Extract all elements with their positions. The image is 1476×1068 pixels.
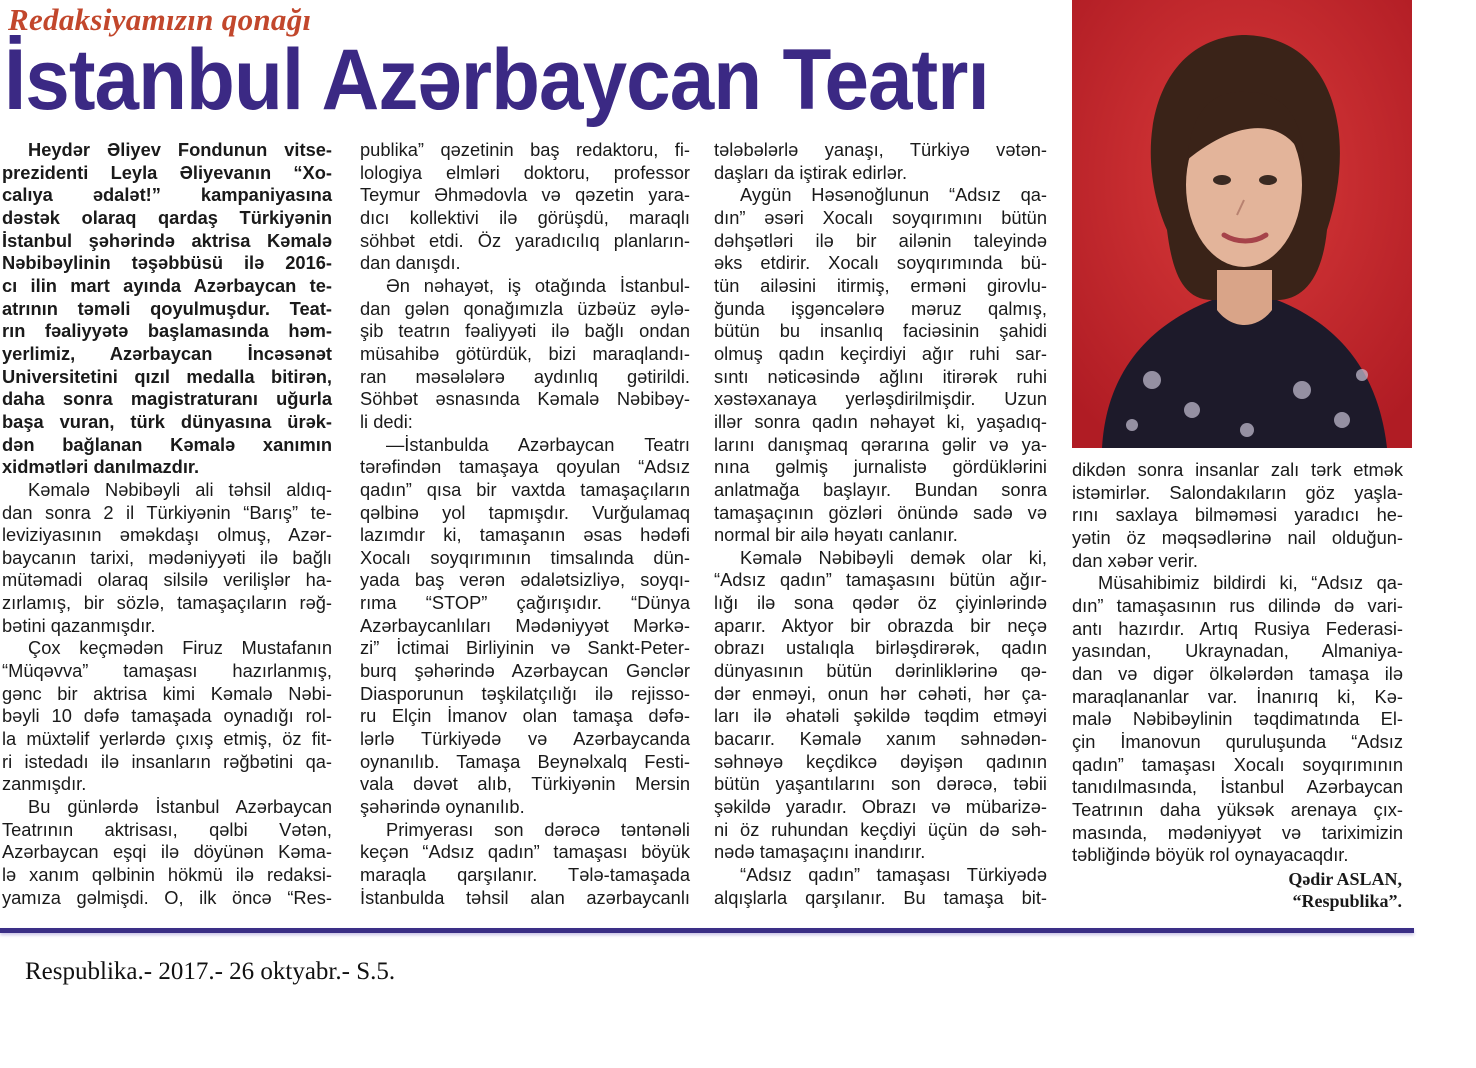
text-line: İstanbulda təhsil alan azərbaycanlı [360,886,690,908]
article-column-4 [1072,459,1403,867]
paragraph [360,139,690,275]
text-line: —İstanbulda Azərbaycan Teatrı [386,433,690,455]
text-line: Universitetini qızıl medalla bitirən, [2,365,332,387]
text-line: lologiya elmləri doktoru, professor [360,161,690,183]
text-line: dan sonra 2 il Türkiyənin “Barış” te- [2,501,332,523]
article-title: İstanbul Azərbaycan Teatrı [4,32,989,128]
text-line: aparır. Aktyor bir obrazda bir neçə [714,614,1047,636]
text-line: lazımdır ki, tamaşanın əsas hədəfi [360,524,690,546]
text-line: tərəfindən tamaşaya qoyulan “Adsız [360,456,690,478]
text-line: lığı ilə sona qədər öz çiyinlərində [714,592,1047,614]
text-line: təbliğində böyük rol oynayacaqdır. [1072,844,1349,866]
text-line: baycanın tarixi, mədəniyyəti ilə bağlı [2,546,332,568]
text-line: ğunda işgəncələrə məruz qalmış, [714,297,1047,319]
text-line: zanmışdır. [2,773,87,795]
text-line: cı ilin mart ayında Azərbaycan te- [2,274,332,296]
text-line: olmuş qadın keçirdiyi ağır ruhi sar- [714,342,1047,364]
text-line: ran məsələlərə aydınlıq gətirildi. [360,365,690,387]
text-line: publika” qəzetinin baş redaktoru, fi- [360,139,690,160]
text-line: Teatrının aktrisası, qəlbi Vətən, [2,818,332,840]
text-line: səhnəyə keçdikcə dəyişən qadının [714,750,1047,772]
paragraph [360,819,690,910]
text-line: yasından, Ukraynadan, Almaniya- [1072,640,1403,662]
text-line: Ən nəhayət, iş otağında İstanbul- [386,274,690,296]
text-line: ru Elçin İmanov olan tamaşa dəfə- [360,705,690,727]
text-line: bütün bu insanlıq faciəsinin şahidi [714,320,1047,342]
text-line: söhbət etdi. Öz yaradıcılıq planların- [360,229,690,251]
text-line: tamaşaçının gözləri önündə sadə və [714,501,1047,523]
text-line: müsahibə götürdük, bizi maraqlandı- [360,342,690,364]
text-line: maraqla qarşılanır. Tələ-tamaşada [360,864,690,885]
text-line: dıcı kollektivi ilə görüşdü, maraqlı [360,206,690,228]
paragraph [2,479,332,638]
text-line: əks etdirir. Xocalı soyqırımında bü- [714,252,1047,274]
text-line: tanıdılmasında, İstanbul Azərbaycan [1072,776,1403,798]
text-line: tələbələrlə yanaşı, Türkiyə vətən- [714,139,1047,160]
text-line: malə Nəbibəylinin təqdimatında El- [1072,708,1403,730]
text-line: ni öz ruhundan keçdiyi üçün də səh- [714,818,1047,840]
text-line: Söhbət əsnasında Kəmalə Nəbibəy- [360,388,690,410]
text-line: calıya ədalət!” kampaniyasına [2,184,332,206]
text-line: tün ailəsini itirmiş, erməni girovlu- [714,274,1047,296]
text-line: obrazı ustalıqla birləşdirərək, qadın [714,637,1047,659]
text-line: alqışlarla qarşılanır. Bu tamaşa bit- [714,886,1047,908]
text-line: gənc bir aktrisa kimi Kəmalə Nəbi- [2,682,332,704]
paragraph [714,139,1047,184]
article-column-2 [360,139,690,909]
text-line: dın” tamaşasının rus dilində də vari- [1072,594,1403,616]
text-line: “Adsız qadın” tamaşasını bütün ağır- [714,569,1047,591]
byline-author: Qədir ASLAN, [1288,869,1402,889]
text-line: “Adsız qadın” tamaşası Türkiyədə [740,864,1047,885]
text-line: daha sonra magistraturanı uğurla [2,388,332,410]
text-line: zi” İctimai Birliyinin və Sankt-Peter- [360,637,690,659]
paragraph [714,184,1047,547]
portrait-photo [1072,0,1412,448]
text-line: Xocalı soyqırımının timsalında dün- [360,546,690,568]
text-line: zırlamış, bir sözlə, tamaşaçıların rəğ- [2,592,332,614]
text-line: larını danışmaq qərarına gəlir və ya- [714,433,1047,455]
paragraph [360,275,690,434]
text-line: bəyli 10 dəfə tamaşada oynadığı rol- [2,705,332,727]
text-line: rın fəaliyyətə başlamasında həm- [2,320,332,342]
text-line: Kəmalə Nəbibəyli demək olar ki, [740,546,1047,568]
text-line: lə xanım qəlbinin hökmü ilə redaksi- [2,864,332,885]
paragraph [2,796,332,909]
text-line: şib teatrın fəaliyyəti ilə bağlı ondan [360,320,690,342]
text-line: xidmətləri danılmazdır. [2,456,200,478]
text-line: dəhşətləri ilə bir ailənin taleyində [714,229,1047,251]
text-line: Çox keçmədən Firuz Mustafanın [28,637,332,659]
text-line: şəkildə yaradır. Obrazı və mübarizə- [714,796,1047,818]
paragraph [714,547,1047,864]
text-line: “Müqəvva” tamaşası hazırlanmış, [2,660,332,682]
paragraph [714,864,1047,909]
text-line: Azərbaycan eşqi ilə döyünən Kəma- [2,841,332,863]
text-line: dünyasının bütün dərinliklərinə qə- [714,660,1047,682]
paragraph [1072,459,1403,572]
text-line: Diasporunun təşkilatçılığı ilə rejisso- [360,682,690,704]
text-line: xəstəxanaya yerləşdirilmişdir. Uzun [714,388,1047,410]
text-line: bətini qazanmışdır. [2,614,156,636]
paragraph [2,637,332,796]
paragraph [360,434,690,819]
text-line: nədə tamaşaçını inandırır. [714,841,926,863]
text-line: İstanbul şəhərində aktrisa Kəmalə [2,229,332,251]
text-line: dan xəbər verir. [1072,549,1199,571]
text-line: başa vuran, türk dünyasına ürək- [2,410,332,432]
divider-rule [0,928,1414,933]
text-line: rını saxlaya bilməməsi yaradıcı he- [1072,504,1403,526]
text-line: burq şəhərində Azərbaycan Gənclər [360,660,690,682]
text-line: Müsahibimiz bildirdi ki, “Adsız qa- [1098,572,1403,594]
source-citation: Respublika.- 2017.- 26 oktyabr.- S.5. [25,958,396,985]
text-line: antı hazırdır. Artıq Rusiya Federasi- [1072,617,1403,639]
text-line: qadın” qısa bir vaxtda tamaşaçıların [360,478,690,500]
text-line: leviziyasının əməkdaşı olmuş, Azər- [2,524,332,546]
text-line: Primyerası son dərəcə təntənəli [386,818,690,840]
text-line: sıntı nəticəsində ağlını itirərək ruhi [714,365,1047,387]
text-line: dan və digər ölkələrdən tamaşa ilə [1072,662,1403,684]
text-line: normal bir ailə həyatı canlanır. [714,524,958,546]
byline-publication: “Respublika”. [1292,891,1402,911]
text-line: dan danışdı. [360,252,461,274]
text-line: dər enməyi, onun hər cəhəti, hər ça- [714,682,1047,704]
paragraph [1072,572,1403,867]
text-line: Bu günlərdə İstanbul Azərbaycan [28,796,332,818]
text-line: maraqlananlar var. İnanırıq ki, Kə- [1072,685,1403,707]
text-line: atrının təməli qoyulmuşdur. Teat- [2,297,332,319]
text-line: li dedi: [360,410,413,432]
text-line: qəlbinə yol tapmışdır. Vurğulamaq [360,501,690,523]
text-line: anlatmağa başlayır. Bundan sonra [714,478,1047,500]
text-line: dən bağlanan Kəmalə xanımın [2,433,332,455]
text-line: Kəmalə Nəbibəyli ali təhsil aldıq- [28,478,332,500]
text-line: dın” əsəri Xocalı soyqırımını bütün [714,206,1047,228]
text-line: istəmirlər. Salondakıların göz yaşla- [1072,481,1403,503]
text-line: rıma “STOP” çağırışıdır. “Dünya [360,592,690,614]
lead-paragraph [2,139,332,479]
text-line: la müxtəlif yerlərdə çıxış etmiş, öz fit- [2,728,332,750]
text-line: qadın” tamaşası Xocalı soyqırımının [1072,753,1403,775]
byline [1288,868,1402,912]
text-line: Aygün Həsənoğlunun “Adsız qa- [740,184,1047,206]
text-line: yada baş verən ədalətsizliyə, soyqı- [360,569,690,591]
text-line: Teymur Əhmədovla və qəzetin yara- [360,184,690,206]
text-line: oynanılıb. Tamaşa Beynəlxalq Festi- [360,750,690,772]
text-line: çin İmanovun quruluşunda “Adsız [1072,730,1403,752]
text-line: vala dəvət alıb, Türkiyənin Mersin [360,773,690,795]
text-line: dan gələn qonağımızla üzbəüz əylə- [360,297,690,319]
text-line: daşları da iştirak edirlər. [714,161,908,183]
text-line: illər sonra qadın nəhayət ki, yaşadıq- [714,410,1047,432]
text-line: ları ilə əhatəli şəkildə təqdim etməyi [714,705,1047,727]
article-column-3 [714,139,1047,909]
section-kicker: Redaksiyamızın qonağı [8,2,312,37]
text-line: Azərbaycanlıları Mədəniyyət Mərkə- [360,614,690,636]
text-line: yamıza gəlmişdi. O, ilk öncə “Res- [2,886,332,908]
text-line: dikdən sonra insanlar zalı tərk etmək [1072,459,1403,480]
text-line: Teatrının daha yüksək arenaya çıx- [1072,798,1403,820]
text-line: nına gəlmiş jurnalistə gördüklərini [714,456,1047,478]
text-line: Heydər Əliyev Fondunun vitse- [28,139,332,160]
text-line: bütün yaşantılarını son dərəcə, təbii [714,773,1047,795]
text-line: Nəbibəylinin təşəbbüsü ilə 2016- [2,252,332,274]
article-column-1 [2,139,332,909]
text-line: lərlə Türkiyədə və Azərbaycanda [360,728,690,750]
text-line: yətin öz məqsədlərinə nail olduğun- [1072,526,1403,548]
text-line: dəstək olaraq qardaş Türkiyənin [2,206,332,228]
text-line: bacarır. Kəmalə xanım səhnədən- [714,728,1047,750]
text-line: masında, mədəniyyət və tariximizin [1072,821,1403,843]
text-line: ri istedadı ilə insanların rəğbətini qa- [2,750,332,772]
text-line: mütəmadi olaraq silsilə verilişlər ha- [2,569,332,591]
text-line: şəhərində oynanılıb. [360,796,525,818]
text-line: keçən “Adsız qadın” tamaşası böyük [360,841,690,863]
text-line: yerlimiz, Azərbaycan İncəsənət [2,342,332,364]
text-line: prezidenti Leyla Əliyevanın “Xo- [2,161,332,183]
